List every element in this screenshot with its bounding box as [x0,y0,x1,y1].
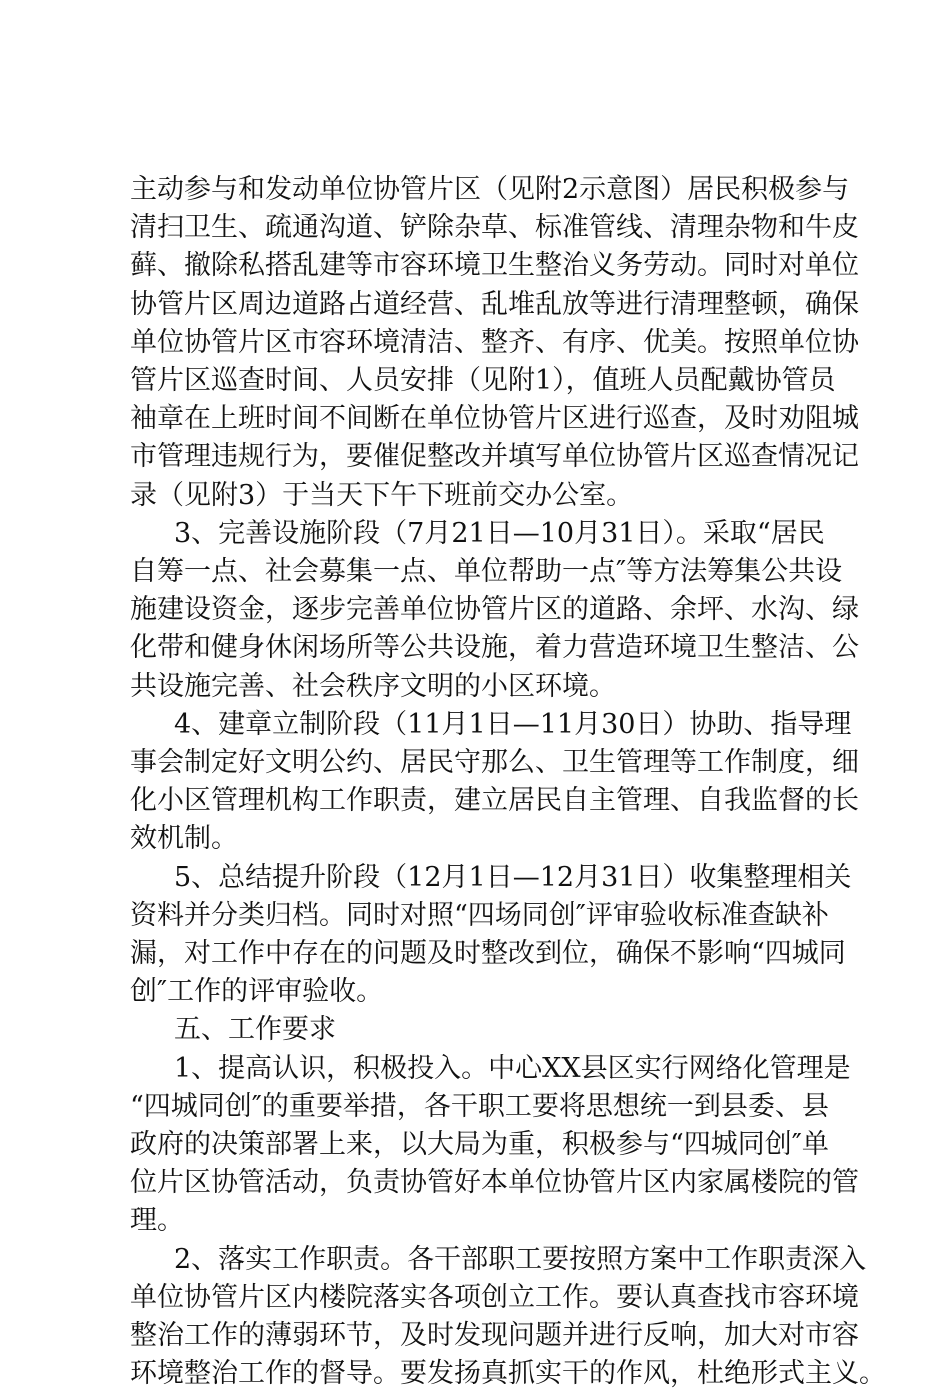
text-line: 环境整治工作的督导。要发扬真抓实干的作风，杜绝形式主义。 [130,1358,886,1390]
text-line: 政府的决策部署上来，以大局为重，积极参与“四城同创″单 [130,1129,829,1161]
text-line: 自筹一点、社会募集一点、单位帮助一点″等方法筹集公共设 [130,556,843,588]
text-line: 5、总结提升阶段（12月1日—12月31日）收集整理相关 [174,861,852,893]
text-line: 录（见附3）于当天下午下班前交办公室。 [130,479,634,511]
text-line: 清扫卫生、疏通沟道、铲除杂草、标准管线、清理杂物和牛皮 [130,212,859,244]
text-line: 藓、撤除私搭乱建等市容环境卫生整治义务劳动。同时对单位 [130,250,859,282]
text-line: 化小区管理机构工作职责，建立居民自主管理、自我监督的长 [130,785,859,817]
text-line: 市管理违规行为，要催促整改并填写单位协管片区巡查情况记 [130,441,859,473]
text-line: 创″工作的评审验收。 [130,976,384,1008]
text-line: 3、完善设施阶段（7月21日—10月31日）。采取“居民 [174,517,825,549]
text-line: 4、建章立制阶段（11月1日—11月30日）协助、指导理 [174,708,852,740]
text-line: 袖章在上班时间不间断在单位协管片区进行巡查，及时劝阻城 [130,403,859,435]
text-line: 漏，对工作中存在的问题及时整改到位，确保不影响“四城同 [130,938,846,970]
text-line: 共设施完善、社会秩序文明的小区环境。 [130,670,616,702]
text-line: 2、落实工作职责。各干部职工要按照方案中工作职责深入 [174,1243,867,1275]
text-line: “四城同创″的重要举措，各干职工要将思想统一到县委、县 [130,1090,829,1122]
text-line: 理。 [130,1205,184,1237]
text-line: 事会制定好文明公约、居民守那么、卫生管理等工作制度，细 [130,747,859,779]
text-line: 施建设资金，逐步完善单位协管片区的道路、余坪、水沟、绿 [130,594,859,626]
text-line: 协管片区周边道路占道经营、乱堆乱放等进行清理整顿，确保 [130,288,859,320]
text-line: 化带和健身休闲场所等公共设施，着力营造环境卫生整洁、公 [130,632,859,664]
text-line: 主动参与和发动单位协管片区（见附2示意图）居民积极参与 [130,174,850,205]
body-text [130,171,886,1394]
text-line: 资料并分类归档。同时对照“四场同创″评审验收标准查缺补 [130,899,829,931]
text-line: 位片区协管活动，负责协管好本单位协管片区内家属楼院的管 [130,1167,859,1199]
text-line: 整治工作的薄弱环节，及时发现问题并进行反响，加大对市容 [130,1320,859,1352]
text-line: 单位协管片区内楼院落实各项创立工作。要认真查找市容环境 [130,1281,859,1313]
text-line: 1、提高认识，积极投入。中心XX县区实行网络化管理是 [174,1052,851,1084]
text-line: 单位协管片区市容环境清洁、整齐、有序、优美。按照单位协 [130,326,859,358]
text-line: 管片区巡查时间、人员安排（见附1），值班人员配戴协管员 [130,365,836,397]
text-line: 效机制。 [130,823,238,855]
text-line: 五、工作要求 [174,1014,336,1046]
